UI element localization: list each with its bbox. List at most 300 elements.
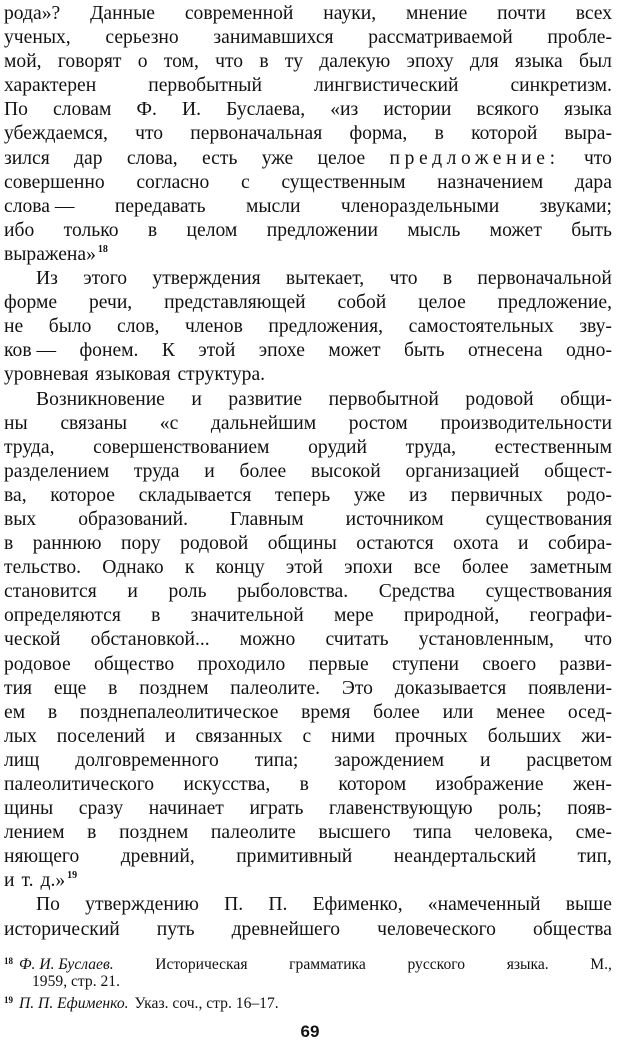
- word: концу: [215, 557, 265, 579]
- word: эпоху: [406, 51, 454, 73]
- word: орудий: [308, 436, 367, 458]
- word: природной,: [403, 605, 500, 627]
- footnote-reference: 19: [67, 870, 78, 882]
- word: По: [4, 99, 28, 121]
- word: существования: [485, 508, 612, 530]
- word: лением: [4, 822, 65, 844]
- word: слова,: [126, 147, 178, 169]
- word: выше: [565, 894, 612, 916]
- text-line: [4, 315, 612, 339]
- word: общины: [267, 533, 337, 555]
- word: в: [108, 677, 118, 699]
- footnote-author: П. П. Ефименко.: [19, 995, 129, 1012]
- word: зву-: [579, 316, 612, 338]
- text-line: [4, 701, 612, 725]
- text-line: [4, 98, 612, 122]
- word: котором: [338, 774, 407, 795]
- word: организацией: [405, 460, 520, 482]
- word: К: [161, 340, 175, 362]
- word: дальнейшим: [210, 412, 317, 434]
- word: уровневая: [4, 364, 89, 386]
- word: было: [48, 316, 92, 338]
- word: синкретизм.: [510, 75, 612, 97]
- word: всякого: [476, 99, 539, 121]
- text-line: [4, 291, 612, 315]
- word: более: [239, 460, 287, 482]
- word: значительной: [190, 605, 304, 627]
- word: палеолите: [210, 822, 296, 844]
- word: занимавшихся: [213, 27, 334, 49]
- text-line: [4, 412, 612, 436]
- word: раннюю: [32, 533, 102, 555]
- word: языка: [514, 51, 563, 73]
- word: может: [489, 219, 542, 241]
- text-line: [4, 436, 612, 460]
- word: науки,: [323, 3, 377, 24]
- word: первобытной: [328, 388, 439, 410]
- word: согласно: [136, 171, 210, 193]
- word: назначением: [437, 171, 544, 193]
- word: что: [389, 268, 418, 290]
- word: и: [204, 460, 215, 482]
- main-text: [4, 2, 612, 942]
- word: зился: [4, 147, 50, 169]
- word: все: [413, 557, 441, 579]
- word: современной: [184, 3, 294, 24]
- text-line: [4, 74, 612, 98]
- word: членов: [184, 316, 243, 338]
- word: передавать: [114, 195, 206, 217]
- word: тия: [4, 677, 33, 699]
- word: Ф.: [136, 99, 157, 121]
- text-line: [4, 2, 612, 26]
- word: вых: [4, 508, 37, 530]
- word: этой: [198, 340, 236, 362]
- word: всех: [575, 3, 612, 24]
- footnote-word: М.,: [590, 956, 612, 973]
- text-line: [4, 653, 612, 677]
- text-line: [4, 339, 612, 363]
- word: пору: [120, 533, 161, 555]
- word: о: [137, 51, 148, 73]
- footnote-word: Историческая: [155, 956, 248, 973]
- word: далекую: [319, 51, 391, 73]
- word: существования: [485, 581, 612, 603]
- footnote-text: 1959, стр. 21.: [32, 972, 120, 990]
- text-line: [4, 171, 612, 195]
- word: остаются: [356, 533, 434, 555]
- word: может: [328, 340, 381, 362]
- text-line: [4, 50, 612, 74]
- word: роль: [168, 581, 207, 603]
- word: первоначальной: [477, 268, 612, 290]
- word: звуками;: [539, 195, 612, 217]
- word: сме-: [575, 822, 612, 844]
- word: сразу: [78, 798, 124, 820]
- footnote-reference: 18: [97, 243, 108, 255]
- word: фонем.: [79, 340, 139, 362]
- word: доказывается: [394, 677, 507, 699]
- word: говорят: [57, 51, 122, 73]
- word: щины: [4, 798, 54, 820]
- word: родовой: [180, 533, 249, 555]
- word: ческой: [4, 629, 61, 651]
- word: ними: [331, 725, 375, 747]
- word: в: [442, 268, 453, 290]
- word: По: [36, 894, 60, 916]
- footnote-text: Указ. соч., стр. 16–17.: [134, 995, 279, 1012]
- word: в: [299, 774, 309, 795]
- word: из: [409, 484, 428, 506]
- text-line: [4, 845, 612, 869]
- word: быть: [571, 219, 612, 241]
- word: примитивный: [236, 846, 353, 868]
- word: позднем: [119, 822, 189, 844]
- text-line: [4, 26, 612, 50]
- word: Главным: [229, 508, 304, 530]
- word: своего: [482, 653, 537, 675]
- word: общи-: [560, 388, 612, 410]
- word: предложения,: [268, 316, 384, 338]
- word: Средства: [378, 581, 455, 603]
- word: типа: [413, 822, 452, 844]
- word: ем: [4, 701, 26, 723]
- word: географи-: [529, 605, 612, 627]
- word: ученых,: [4, 27, 71, 49]
- text-line: [4, 918, 612, 942]
- word: няющего: [4, 846, 80, 868]
- word: прочных: [394, 725, 468, 747]
- word: проходило: [197, 653, 286, 675]
- page-number: 69: [300, 1022, 320, 1041]
- word: Данные: [90, 3, 155, 24]
- word: отнесена: [467, 340, 543, 362]
- word: долговременного: [75, 749, 219, 771]
- word: позднепалеолитическое: [79, 701, 279, 723]
- word: выражена» $^{18}$: [4, 243, 108, 265]
- word: первобытный: [148, 75, 262, 97]
- word: эпохе: [258, 340, 305, 362]
- word: ны: [4, 412, 28, 434]
- word: определяются: [4, 605, 121, 627]
- text-line: [4, 821, 612, 845]
- word: ков —: [4, 340, 57, 362]
- word: рыболовства.: [237, 581, 349, 603]
- text-line: [4, 580, 612, 604]
- word: обстановкой...: [90, 629, 210, 651]
- word: целое: [317, 147, 366, 169]
- word: слов,: [117, 316, 160, 338]
- word: что: [215, 51, 244, 73]
- word: позднем: [139, 677, 209, 699]
- word: лых: [4, 725, 37, 747]
- word: предложение,: [497, 292, 612, 314]
- word: которое: [50, 484, 115, 506]
- text-line: [4, 725, 612, 749]
- word: и: [479, 749, 491, 771]
- word: совершенствованием: [93, 436, 270, 458]
- word: в: [4, 533, 14, 555]
- word: П.: [268, 894, 288, 916]
- word: представляющей: [164, 292, 306, 314]
- word: родовое: [4, 653, 71, 675]
- word: древний,: [120, 846, 195, 868]
- word: ступени: [392, 653, 459, 675]
- word: появ-: [567, 798, 612, 820]
- word: труда,: [4, 436, 55, 458]
- footnote-word: русского: [407, 956, 466, 973]
- word: Ефименко,: [312, 894, 403, 916]
- word: осед-: [567, 701, 612, 723]
- word: самостоятельных: [408, 316, 554, 338]
- word: «намеченный: [427, 894, 541, 916]
- word: в: [434, 123, 444, 145]
- word: считать: [325, 629, 389, 651]
- word: Буслаева,: [226, 99, 306, 121]
- word: этого: [83, 268, 128, 290]
- text-line: [4, 869, 612, 893]
- word: языковая: [95, 364, 171, 386]
- word: Однако: [102, 557, 164, 579]
- word: зарождением: [334, 749, 445, 771]
- word: с: [241, 171, 250, 193]
- word: палеолитического: [4, 774, 155, 795]
- word: искусства,: [183, 774, 271, 795]
- word: лингвистический: [313, 75, 459, 97]
- word: более: [373, 701, 420, 723]
- word: слова —: [4, 195, 75, 217]
- word: П.: [224, 894, 244, 916]
- text-line: [4, 460, 612, 484]
- word: собой: [337, 292, 387, 314]
- footnotes: [4, 952, 612, 1011]
- text-line: [4, 893, 612, 917]
- text-line: [4, 604, 612, 628]
- word: Это: [341, 677, 373, 699]
- word: ростом: [348, 412, 408, 434]
- word: что: [584, 629, 612, 651]
- word: родовой: [465, 388, 534, 410]
- word: ва,: [4, 484, 27, 506]
- word: «с: [159, 412, 179, 434]
- text-line: [4, 773, 612, 797]
- word: д.» $^{19}$: [40, 870, 78, 892]
- word: начинает: [148, 798, 224, 820]
- word: более: [461, 557, 509, 579]
- text-line: [4, 147, 612, 171]
- word: исторический: [4, 918, 120, 940]
- word: высокой: [310, 460, 381, 482]
- word: палеолите.: [230, 677, 321, 699]
- word: серьезно: [105, 27, 179, 49]
- word: путь: [156, 918, 195, 940]
- word: почти: [497, 3, 546, 24]
- word: типа;: [254, 749, 299, 771]
- word: поселений: [56, 725, 146, 747]
- word: мысль: [407, 219, 461, 241]
- word: рода»?: [4, 3, 61, 24]
- word: форме: [4, 292, 58, 314]
- text-line: [4, 508, 612, 532]
- word: естественным: [494, 436, 612, 458]
- word: эпохи: [344, 557, 393, 579]
- footnote-18: [4, 952, 612, 972]
- word: для: [469, 51, 499, 73]
- word: родо-: [566, 484, 612, 506]
- word: тельство.: [4, 557, 82, 579]
- word: вытекает,: [285, 268, 365, 290]
- word: с: [302, 725, 312, 747]
- word: уже: [261, 147, 294, 169]
- word: в: [147, 219, 158, 241]
- word: изображение: [435, 774, 544, 795]
- word: что: [583, 147, 612, 169]
- word: что: [135, 123, 164, 145]
- word: пробле-: [547, 27, 612, 49]
- footnote-number: 19: [4, 995, 13, 1005]
- word: человеческого: [377, 918, 496, 940]
- text-line: [4, 219, 612, 243]
- word: можно: [239, 629, 296, 651]
- word: уже: [353, 484, 386, 506]
- word: в: [87, 822, 97, 844]
- word: становится: [4, 581, 97, 603]
- word: мере: [334, 605, 374, 627]
- word: характерен: [4, 75, 97, 97]
- word: выра-: [564, 123, 612, 145]
- word: менее: [496, 701, 546, 723]
- word: этой: [285, 557, 323, 579]
- word: членораздельными: [340, 195, 500, 217]
- word: дар: [74, 147, 103, 169]
- text-line: [4, 797, 612, 821]
- text-line: [4, 363, 612, 387]
- word: разви-: [559, 653, 612, 675]
- word: еще: [53, 677, 87, 699]
- word: лищ: [4, 749, 40, 771]
- word: предложение:: [389, 147, 560, 169]
- word: И.: [181, 99, 202, 121]
- footnote-19: [4, 991, 612, 1011]
- word: в: [47, 701, 58, 723]
- word: время: [301, 701, 351, 723]
- text-line: [4, 628, 612, 652]
- word: образований.: [78, 508, 188, 530]
- word: истории: [383, 99, 452, 121]
- word: общество: [93, 653, 175, 675]
- text-line: [4, 243, 612, 267]
- word: мысли: [245, 195, 301, 217]
- word: труда,: [405, 436, 457, 458]
- word: структура.: [177, 364, 266, 386]
- word: был: [579, 51, 612, 73]
- word: и: [518, 533, 529, 555]
- word: первичных: [450, 484, 543, 506]
- word: убеждаемся,: [4, 123, 108, 145]
- word: которой: [471, 123, 538, 145]
- word: дара: [574, 171, 612, 193]
- word: есть: [202, 147, 238, 169]
- word: связанных: [195, 725, 283, 747]
- word: т.: [21, 870, 34, 892]
- word: теперь: [275, 484, 331, 506]
- word: языка: [564, 99, 612, 121]
- word: целое: [418, 292, 466, 314]
- word: складывается: [138, 484, 252, 506]
- text-line: [4, 532, 612, 556]
- word: играть: [249, 798, 304, 820]
- text-line: [4, 267, 612, 291]
- word: рассматриваемой: [368, 27, 513, 49]
- text-line: [4, 749, 612, 773]
- word: жен-: [572, 774, 612, 795]
- word: мой,: [4, 51, 42, 73]
- word: связаны: [60, 412, 128, 434]
- word: Из: [36, 268, 58, 290]
- word: ибо: [4, 219, 35, 241]
- word: в: [151, 605, 161, 627]
- footnote-number: 18: [4, 956, 13, 966]
- word: роль;: [498, 798, 542, 820]
- word: установленным,: [418, 629, 554, 651]
- word: главенствующую: [329, 798, 473, 820]
- word: том,: [163, 51, 199, 73]
- word: и: [191, 388, 202, 410]
- text-line: [4, 484, 612, 508]
- word: неандертальский: [393, 846, 537, 868]
- word: первые: [308, 653, 369, 675]
- word: разделением: [4, 460, 110, 482]
- text-line: [4, 556, 612, 580]
- word: целом: [186, 219, 238, 241]
- word: и: [165, 725, 176, 747]
- word: человека,: [474, 822, 553, 844]
- word: и: [4, 870, 15, 892]
- word: и: [127, 581, 138, 603]
- word: предложении: [266, 219, 378, 241]
- word: тип,: [577, 846, 612, 868]
- word: производительности: [440, 412, 612, 434]
- word: жи-: [581, 725, 612, 747]
- word: заметным: [529, 557, 612, 579]
- footnote-word: грамматика: [289, 956, 366, 973]
- word: не: [4, 316, 24, 338]
- word: утверждению: [85, 894, 199, 916]
- word: или: [442, 701, 474, 723]
- word: речи,: [88, 292, 133, 314]
- word: общест-: [544, 460, 612, 482]
- word: появлени-: [528, 677, 612, 699]
- word: форма,: [349, 123, 408, 145]
- text-line: [4, 122, 612, 146]
- word: древнейшего: [231, 918, 341, 940]
- text-line: [4, 388, 612, 412]
- word: ту: [284, 51, 303, 73]
- word: охота: [453, 533, 499, 555]
- word: утверждения: [152, 268, 261, 290]
- word: «из: [330, 99, 359, 121]
- word: совершенно: [4, 171, 105, 193]
- text-line: [4, 195, 612, 219]
- word: развитие: [228, 388, 303, 410]
- word: высшего: [318, 822, 391, 844]
- word: к: [184, 557, 195, 579]
- text-line: [4, 677, 612, 701]
- word: одно-: [565, 340, 612, 362]
- word: расцветом: [526, 749, 612, 771]
- word: мнение: [406, 3, 468, 24]
- footnote-author: Ф. И. Буслаев.: [19, 956, 114, 973]
